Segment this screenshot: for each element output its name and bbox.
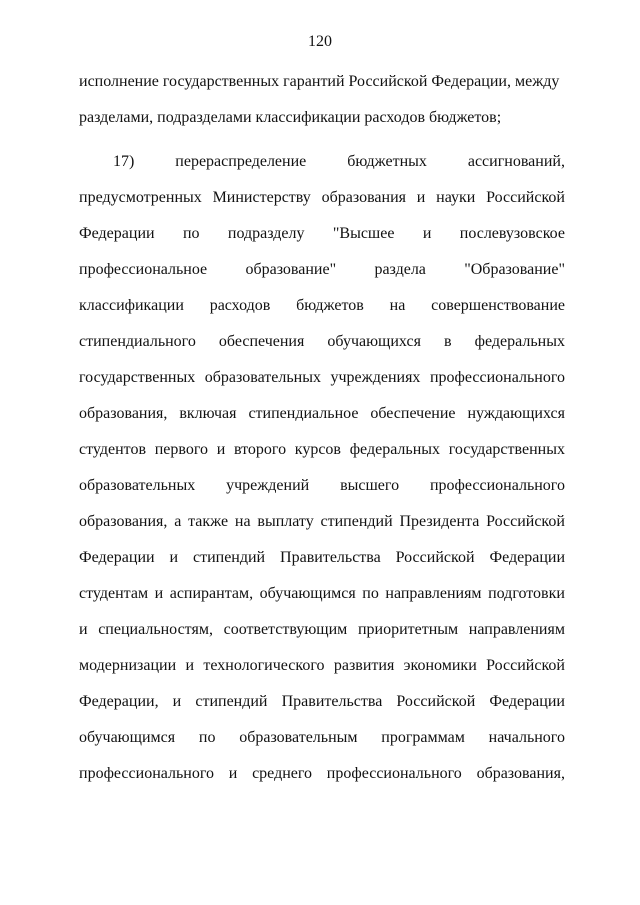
word: подготовки [488, 585, 565, 602]
word: экономики [403, 657, 477, 674]
text-line [79, 222, 565, 258]
document-body [79, 70, 565, 798]
word: также [188, 513, 229, 530]
word: Российской [486, 657, 565, 674]
word: первого [154, 441, 208, 458]
word: в [443, 333, 452, 350]
word: стипендий [192, 549, 266, 566]
word: и [228, 765, 238, 782]
word: Федерации, [79, 693, 159, 710]
word: совершенствование [431, 297, 565, 314]
word: и [79, 621, 88, 638]
text-line [79, 726, 565, 762]
word: и [169, 549, 179, 566]
text-line [79, 546, 565, 582]
word: Президента [399, 513, 480, 530]
word: и [416, 189, 426, 206]
word: подразделу [227, 225, 305, 242]
word: Федерации [489, 549, 565, 566]
text-line [79, 474, 565, 510]
word: высшего [340, 477, 400, 494]
word: Федерации [79, 549, 155, 566]
word: и [216, 441, 226, 458]
word: федеральных [474, 333, 565, 350]
word: и [154, 585, 164, 602]
word: образования [321, 189, 406, 206]
word: и [172, 693, 182, 710]
word: программам [381, 729, 465, 746]
word: государственных [79, 369, 196, 386]
word: стипендий [320, 513, 393, 530]
text-line [79, 150, 565, 186]
word: обеспечения [218, 333, 305, 350]
text-line [79, 186, 565, 222]
word: образовательных [204, 369, 321, 386]
word: учреждениях [330, 369, 421, 386]
text-line [79, 762, 565, 798]
word: направлениям [468, 621, 565, 638]
word: учреждений [226, 477, 310, 494]
word: обучающимся [79, 729, 176, 746]
text-line [79, 258, 565, 294]
word: Федерации [79, 225, 155, 242]
word: по [198, 729, 216, 746]
word: стипендиального [79, 333, 196, 350]
word: "Образование" [464, 261, 565, 278]
word: стипендий [195, 693, 268, 710]
word: государственных [448, 441, 565, 458]
word: среднего [252, 765, 313, 782]
word: 17) [113, 153, 135, 170]
word: образовательных [79, 477, 196, 494]
word: студентов [79, 441, 147, 458]
word: ассигнований, [467, 153, 565, 170]
word: нуждающихся [467, 405, 565, 422]
word: специальностям, [98, 621, 213, 638]
word: Правительства [281, 693, 383, 710]
word: науки [436, 189, 476, 206]
word: профессионального [429, 369, 565, 386]
word: бюджетных [347, 153, 427, 170]
word: студентам [79, 585, 149, 602]
page-number: 120 [308, 33, 332, 50]
word: по [182, 225, 200, 242]
text-line [79, 510, 565, 546]
word: включая [179, 405, 237, 422]
word: образование" [245, 261, 337, 278]
word: начального [488, 729, 565, 746]
word: обучающихся [327, 333, 421, 350]
word: образовательным [239, 729, 358, 746]
line-text: разделами, подразделами классификации расходов бюджетов; [79, 109, 502, 126]
word: по [362, 585, 379, 602]
word: образования, [79, 513, 168, 530]
text-line [79, 402, 565, 438]
word: выплату [257, 513, 314, 530]
word: классификации [79, 297, 184, 314]
word: бюджетов [296, 297, 364, 314]
word: и [185, 657, 195, 674]
word: Российской [395, 549, 475, 566]
word: направлениям [385, 585, 482, 602]
line-text: исполнение государственных гарантий Российской Федерации, между [79, 73, 560, 90]
word: на [234, 513, 251, 530]
text-line [79, 690, 565, 726]
word: профессионального [429, 477, 565, 494]
text-line [79, 582, 565, 618]
word: а [174, 513, 182, 530]
text-line [79, 70, 565, 106]
word: Российской [486, 189, 565, 206]
word: расходов [209, 297, 271, 314]
word: Российской [396, 693, 476, 710]
text-line [79, 654, 565, 690]
word: курсов [294, 441, 341, 458]
word: развития [333, 657, 395, 674]
word: соответствующим [223, 621, 348, 638]
word: технологического [203, 657, 325, 674]
word: стипендиальное [248, 405, 359, 422]
word: профессионального [79, 765, 215, 782]
word: предусмотренных [79, 189, 202, 206]
word: аспирантам, [169, 585, 254, 602]
word: раздела [374, 261, 426, 278]
word: Правительства [280, 549, 381, 566]
text-line [79, 330, 565, 366]
word: Федерации [489, 693, 565, 710]
text-line [79, 438, 565, 474]
word: профессионального [326, 765, 462, 782]
text-line [79, 366, 565, 402]
word: приоритетным [357, 621, 459, 638]
text-line [79, 618, 565, 654]
word: модернизации [79, 657, 177, 674]
word: "Высшее [332, 225, 395, 242]
word: на [389, 297, 406, 314]
word: обеспечение [370, 405, 456, 422]
word: Российской [486, 513, 565, 530]
word: и [422, 225, 432, 242]
word: образования, [476, 765, 565, 782]
text-line [79, 294, 565, 330]
word: послевузовское [459, 225, 565, 242]
text-line [79, 106, 565, 142]
word: Министерству [212, 189, 311, 206]
word: обучающимся [259, 585, 356, 602]
word: второго [233, 441, 287, 458]
word: перераспределение [175, 153, 307, 170]
word: образования, [79, 405, 168, 422]
word: профессиональное [79, 261, 208, 278]
word: федеральных [349, 441, 441, 458]
